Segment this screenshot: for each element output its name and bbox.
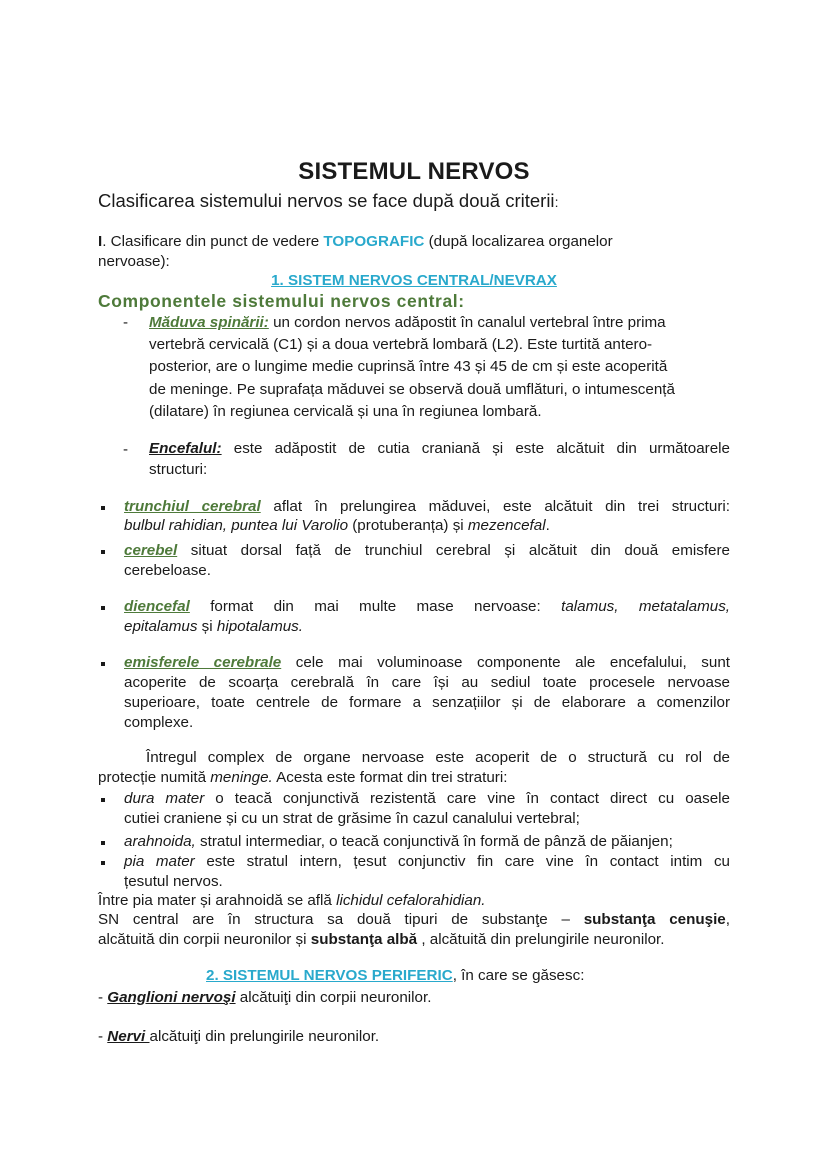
section-2-heading-after: , în care se găsesc: xyxy=(452,967,585,984)
substante-text-3: , alcătuită din prelungirile neuronilor. xyxy=(417,931,665,948)
bullet-square xyxy=(101,841,105,845)
meninge-italic: meninge. xyxy=(210,769,273,786)
bullet-square xyxy=(101,798,105,802)
encefal-line-1 xyxy=(149,439,730,459)
nervi-text: alcătuiţi din prelungirile neuronilor. xyxy=(149,1028,380,1045)
emisfere-line-1 xyxy=(124,653,730,673)
trunchi-text-1: aflat în prelungirea măduvei, este alcătuit din trei structuri: xyxy=(260,498,730,515)
maduva-line-4: de meninge. Pe suprafața măduvei se observă două umflături, o intumescență xyxy=(149,381,675,398)
trunchi-italic-2: mezencefal xyxy=(467,517,546,534)
intro-after: (după localizarea organelor xyxy=(424,233,613,250)
substante-text-2: alcătuită din corpii neuronilor și xyxy=(98,931,311,948)
section-2-heading-text: 2. SISTEMUL NERVOS PERIFERIC xyxy=(206,967,453,984)
emisfere-term: emisferele cerebrale xyxy=(124,654,282,671)
arahnoida-line-1 xyxy=(124,832,673,852)
meninge-text-2: Acesta este format din trei straturi: xyxy=(272,769,508,786)
bullet-square xyxy=(101,506,105,510)
pia-text-1: este stratul intern, țesut conjunctiv fin care vine în contact intim cu xyxy=(194,853,730,870)
maduva-text-1: un cordon nervos adăpostit în canalul vertebral între prima xyxy=(268,314,666,331)
diencefal-italic-1: talamus, metatalamus, xyxy=(561,598,731,615)
maduva-line-5: (dilatare) în regiunea cervicală și una în regiunea lombară. xyxy=(149,403,542,420)
substante-comma: , xyxy=(725,911,730,928)
intro-line-1 xyxy=(98,232,613,252)
bullet-square xyxy=(101,550,105,554)
ganglioni-line xyxy=(98,988,431,1008)
meninge-text-1: protecție numită xyxy=(98,769,211,786)
maduva-line-2: vertebră cervicală (C1) și a doua vertebră lombară (L2). Este turtită antero- xyxy=(149,336,653,353)
trunchi-text-2: (protuberanța) și xyxy=(348,517,468,534)
bullet-square xyxy=(101,861,105,865)
substante-line-1 xyxy=(98,910,730,930)
nervi-line xyxy=(98,1027,379,1047)
diencefal-text-1: format din mai multe mase nervoase: xyxy=(189,598,562,615)
subtitle xyxy=(98,190,558,212)
diencefal-italic-3: hipotalamus. xyxy=(216,618,303,635)
dura-line-1 xyxy=(124,789,730,809)
intro-line-2: nervoase): xyxy=(98,253,170,270)
bullet-square xyxy=(101,606,105,610)
diencefal-italic-2: epitalamus xyxy=(124,618,198,635)
encefal-line-2: structuri: xyxy=(149,461,208,478)
pia-line-2: țesutul nervos. xyxy=(124,873,223,890)
bullet-square xyxy=(101,662,105,666)
topografic-keyword: TOPOGRAFIC xyxy=(323,233,425,250)
dash-marker: - xyxy=(123,314,129,331)
emisfere-line-4: complexe. xyxy=(124,714,194,731)
trunchi-italic-1: bulbul rahidian, puntea lui Varolio xyxy=(124,517,349,534)
pia-term: pia mater xyxy=(124,853,195,870)
trunchi-line-1 xyxy=(124,497,730,517)
intro-before: . Clasificare din punct de vedere xyxy=(102,233,324,250)
pia-line-1 xyxy=(124,852,730,872)
meninge-line-2 xyxy=(98,768,507,788)
cerebel-term: cerebel xyxy=(124,542,178,559)
trunchi-term: trunchiul cerebral xyxy=(124,498,261,515)
components-heading: Componentele sistemului nervos central: xyxy=(98,291,465,311)
arahnoida-term: arahnoida, xyxy=(124,833,196,850)
lichid-term: lichidul cefalorahidian. xyxy=(336,892,486,909)
ganglioni-dash: - xyxy=(98,989,108,1006)
cerebel-text-1: situat dorsal față de trunchiul cerebral și alcătuit din două emisfere xyxy=(177,542,730,559)
trunchi-text-3: . xyxy=(545,517,550,534)
emisfere-line-3: superioare, toate centrele de formare a senzațiilor și de elaborare a comenzilor xyxy=(124,694,730,711)
subtitle-text: Clasificarea sistemului nervos se face după două criterii xyxy=(98,190,555,211)
substante-text-1: SN central are în structura sa două tipuri de substanţe – xyxy=(98,911,584,928)
nervi-term: Nervi xyxy=(107,1028,150,1045)
dura-text-1: o teacă conjunctivă rezistentă care vine în contact direct cu oasele xyxy=(204,790,730,807)
section-1-heading xyxy=(0,271,828,291)
diencefal-term: diencefal xyxy=(124,598,190,615)
roman-numeral: I xyxy=(98,233,103,250)
encefal-term: Encefalul: xyxy=(149,440,222,457)
lichid-line xyxy=(98,891,486,911)
dura-term: dura mater xyxy=(124,790,205,807)
cerebel-line-2: cerebeloase. xyxy=(124,562,211,579)
subtitle-colon: : xyxy=(554,194,559,210)
diencefal-line-2 xyxy=(124,617,303,637)
emisfere-line-2: acoperite de scoarța cerebrală în care își au sediul toate procesele nervoase xyxy=(124,674,730,691)
emisfere-text-1: cele mai voluminoase componente ale encefalului, sunt xyxy=(281,654,730,671)
substanta-alba: substanţa albă xyxy=(310,931,418,948)
maduva-term: Măduva spinării: xyxy=(149,314,269,331)
dura-line-2: cutiei craniene și cu un strat de grăsime în cazul canalului vertebral; xyxy=(124,810,580,827)
section-1-heading-text: 1. SISTEM NERVOS CENTRAL/NEVRAX xyxy=(271,272,557,289)
ganglioni-text: alcătuiţi din corpii neuronilor. xyxy=(235,989,432,1006)
section-2-heading xyxy=(206,966,584,986)
nervi-dash: - xyxy=(98,1028,108,1045)
lichid-text: Între pia mater și arahnoidă se află xyxy=(98,892,337,909)
maduva-line-3: posterior, are o lungime medie cuprinsă între 43 și 45 de cm și este acoperită xyxy=(149,358,668,375)
substante-line-2 xyxy=(98,930,664,950)
diencefal-text-2: și xyxy=(197,618,217,635)
ganglioni-term: Ganglioni nervoşi xyxy=(107,989,236,1006)
trunchi-line-2 xyxy=(124,516,550,536)
diencefal-line-1 xyxy=(124,597,730,617)
arahnoida-text-1: stratul intermediar, o teacă conjunctivă în formă de pânză de păianjen; xyxy=(195,833,673,850)
page-title: SISTEMUL NERVOS xyxy=(298,158,530,185)
substanta-cenusie: substanţa cenuşie xyxy=(583,911,726,928)
dash-marker: - xyxy=(123,441,129,458)
cerebel-line-1 xyxy=(124,541,730,561)
encefal-text-1: este adăpostit de cutia craniană și este alcătuit din următoarele xyxy=(221,440,730,457)
maduva-line-1 xyxy=(149,313,666,333)
meninge-line-1: Întregul complex de organe nervoase este acoperit de o structură cu rol de xyxy=(146,749,730,766)
